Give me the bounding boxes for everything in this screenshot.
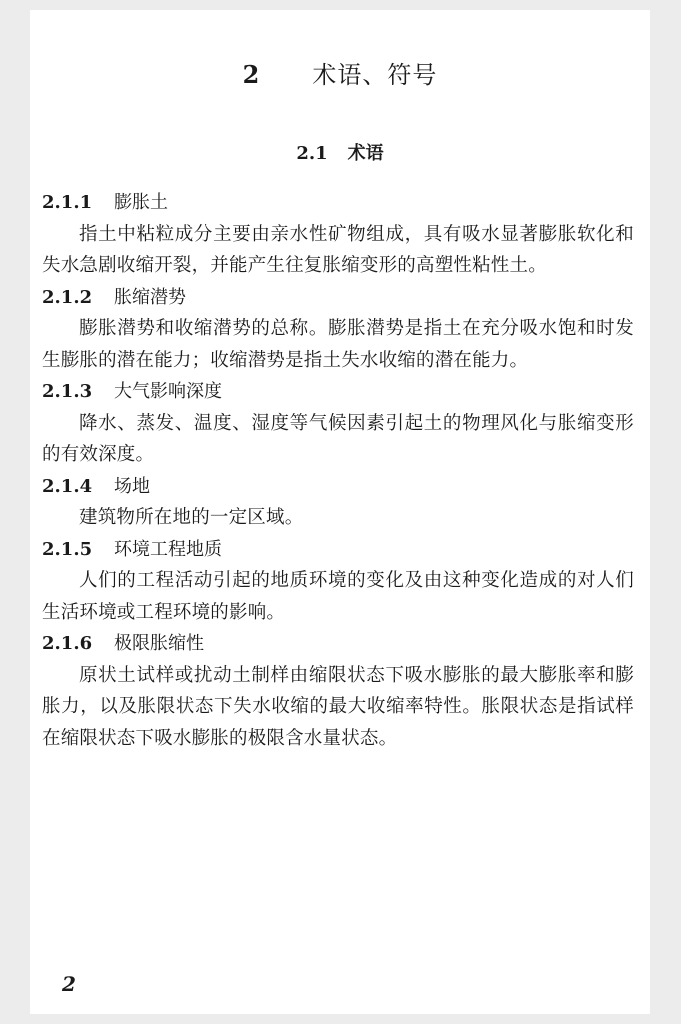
term-item (42, 376, 634, 471)
chapter-title-text: 术语、符号 (312, 61, 438, 89)
chapter-title (30, 60, 650, 90)
term-name: 膨胀土 (114, 192, 168, 213)
section-title-text: 术语 (347, 143, 384, 164)
term-item (42, 282, 634, 377)
term-heading (42, 376, 634, 408)
term-number: 2.1.5 (42, 538, 93, 560)
term-definition: 原状土试样或扰动土制样由缩限状态下吸水膨胀的最大膨胀率和膨胀力，以及胀限状态下失水收缩的最大收缩率特性。胀限状态是指试样在缩限状态下吸水膨胀的极限含水量状态。 (42, 664, 634, 749)
term-definition: 膨胀潜势和收缩潜势的总称。膨胀潜势是指土在充分吸水饱和时发生膨胀的潜在能力；收缩潜势是指土失水收缩的潜在能力。 (42, 318, 634, 371)
section-number: 2.1 (296, 143, 328, 164)
term-name: 极限胀缩性 (114, 633, 204, 654)
term-item (42, 471, 634, 534)
term-heading (42, 534, 634, 566)
term-number: 2.1.4 (42, 475, 93, 497)
term-name: 场地 (114, 475, 150, 497)
term-definition: 指土中粘粒成分主要由亲水性矿物组成，具有吸水显著膨胀软化和失水急剧收缩开裂，并能产生往复胀缩变形的高塑性粘性土。 (42, 223, 634, 276)
term-number: 2.1.2 (42, 286, 93, 308)
document-page (30, 10, 650, 1014)
term-heading (42, 187, 634, 219)
term-heading (42, 471, 634, 503)
term-name: 胀缩潜势 (114, 286, 186, 308)
term-definition: 人们的工程活动引起的地质环境的变化及由这种变化造成的对人们生活环境或工程环境的影响。 (42, 570, 634, 623)
section-title (30, 141, 650, 167)
term-item (42, 187, 634, 282)
chapter-number: 2 (242, 60, 261, 89)
terms-list (42, 187, 634, 754)
term-number: 2.1.3 (42, 381, 93, 402)
term-heading (42, 282, 634, 314)
term-item (42, 534, 634, 629)
term-number: 2.1.1 (42, 192, 93, 213)
term-definition: 降水、蒸发、温度、湿度等气候因素引起土的物理风化与胀缩变形的有效深度。 (42, 412, 634, 465)
term-item (42, 628, 634, 754)
term-heading (42, 628, 634, 660)
term-number: 2.1.6 (42, 633, 93, 654)
term-name: 环境工程地质 (114, 538, 222, 560)
term-definition: 建筑物所在地的一定区域。 (79, 507, 304, 528)
page-number: 2 (62, 972, 76, 996)
term-name: 大气影响深度 (114, 381, 222, 402)
